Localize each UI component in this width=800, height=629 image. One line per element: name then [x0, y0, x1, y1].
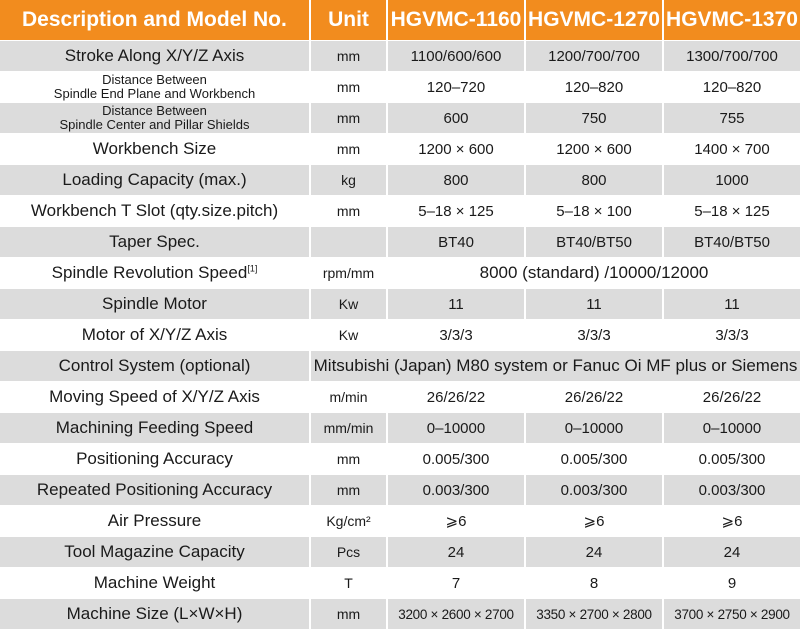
row-value: 1400 × 700 — [663, 134, 800, 165]
row-description: Spindle Motor — [0, 289, 310, 320]
row-value: ⩾6 — [387, 506, 525, 537]
table-row — [0, 289, 800, 320]
row-value: 1200 × 600 — [525, 134, 663, 165]
row-value: 800 — [387, 165, 525, 196]
header-model-1: HGVMC-1160 — [387, 0, 525, 41]
table-row — [0, 196, 800, 227]
row-value: BT40 — [387, 227, 525, 258]
row-unit: m/min — [310, 382, 387, 413]
row-unit: mm — [310, 41, 387, 72]
row-unit: Kw — [310, 320, 387, 351]
table-row — [0, 382, 800, 413]
table-row — [0, 227, 800, 258]
table-row — [0, 475, 800, 506]
header-description: Description and Model No. — [0, 0, 310, 41]
table-row — [0, 413, 800, 444]
row-description: Tool Magazine Capacity — [0, 537, 310, 568]
header-unit: Unit — [310, 0, 387, 41]
row-value: 7 — [387, 568, 525, 599]
row-value: 0.003/300 — [387, 475, 525, 506]
row-value: 1300/700/700 — [663, 41, 800, 72]
row-value: 0–10000 — [663, 413, 800, 444]
row-value: 0.005/300 — [387, 444, 525, 475]
row-value: 0.003/300 — [663, 475, 800, 506]
row-description: Loading Capacity (max.) — [0, 165, 310, 196]
row-description: Workbench Size — [0, 134, 310, 165]
table-row — [0, 134, 800, 165]
row-description: Positioning Accuracy — [0, 444, 310, 475]
row-description: Control System (optional) — [0, 351, 310, 382]
row-unit — [310, 227, 387, 258]
row-unit: Pcs — [310, 537, 387, 568]
row-value: 0–10000 — [525, 413, 663, 444]
table-row — [0, 72, 800, 103]
row-value: 750 — [525, 103, 663, 134]
table-row — [0, 41, 800, 72]
row-unit: mm — [310, 134, 387, 165]
row-description: Machine Weight — [0, 568, 310, 599]
row-value: BT40/BT50 — [525, 227, 663, 258]
row-unit: T — [310, 568, 387, 599]
row-value: 3/3/3 — [663, 320, 800, 351]
row-description — [0, 103, 310, 134]
row-value: 3/3/3 — [525, 320, 663, 351]
table-row — [0, 506, 800, 537]
row-description: Air Pressure — [0, 506, 310, 537]
row-unit: mm — [310, 196, 387, 227]
table-row — [0, 351, 800, 382]
row-description: Workbench T Slot (qty.size.pitch) — [0, 196, 310, 227]
table-row — [0, 599, 800, 629]
row-value: 0–10000 — [387, 413, 525, 444]
row-value: 11 — [663, 289, 800, 320]
row-value: 1100/600/600 — [387, 41, 525, 72]
row-unit: Kw — [310, 289, 387, 320]
row-unit: mm — [310, 103, 387, 134]
row-value: 26/26/22 — [663, 382, 800, 413]
row-description: Taper Spec. — [0, 227, 310, 258]
row-description — [0, 258, 310, 289]
row-value: 3/3/3 — [387, 320, 525, 351]
row-unit: mm — [310, 72, 387, 103]
footnote-marker: [1] — [247, 263, 257, 273]
row-value: 0.003/300 — [525, 475, 663, 506]
row-description: Machining Feeding Speed — [0, 413, 310, 444]
row-description-line: Spindle End Plane and Workbench — [0, 87, 309, 101]
row-description-line: Distance Between — [0, 104, 309, 118]
row-unit: rpm/mm — [310, 258, 387, 289]
header-model-3: HGVMC-1370 — [663, 0, 800, 41]
row-description: Motor of X/Y/Z Axis — [0, 320, 310, 351]
row-description-text: Spindle Revolution Speed — [52, 263, 248, 282]
row-value: 3350 × 2700 × 2800 — [525, 599, 663, 629]
row-unit: mm — [310, 475, 387, 506]
row-value: 26/26/22 — [387, 382, 525, 413]
row-value: 11 — [387, 289, 525, 320]
row-value: ⩾6 — [525, 506, 663, 537]
row-unit: mm — [310, 599, 387, 629]
row-value: ⩾6 — [663, 506, 800, 537]
row-description: Moving Speed of X/Y/Z Axis — [0, 382, 310, 413]
row-value: 24 — [525, 537, 663, 568]
row-value: 5–18 × 125 — [387, 196, 525, 227]
row-unit: Kg/cm² — [310, 506, 387, 537]
row-value: 0.005/300 — [663, 444, 800, 475]
row-value: 120–720 — [387, 72, 525, 103]
table-row — [0, 320, 800, 351]
row-value: 5–18 × 100 — [525, 196, 663, 227]
row-value: 24 — [663, 537, 800, 568]
row-description — [0, 72, 310, 103]
row-value: 600 — [387, 103, 525, 134]
row-value: 1200/700/700 — [525, 41, 663, 72]
row-value: 800 — [525, 165, 663, 196]
row-description: Stroke Along X/Y/Z Axis — [0, 41, 310, 72]
row-value-shared: Mitsubishi (Japan) M80 system or Fanuc Oi MF plus or Siemens — [310, 351, 800, 382]
row-description: Repeated Positioning Accuracy — [0, 475, 310, 506]
row-value: 3200 × 2600 × 2700 — [387, 599, 525, 629]
row-description: Machine Size (L×W×H) — [0, 599, 310, 629]
table-row — [0, 568, 800, 599]
row-value: 9 — [663, 568, 800, 599]
row-value: 120–820 — [663, 72, 800, 103]
row-value: 8 — [525, 568, 663, 599]
row-value: 26/26/22 — [525, 382, 663, 413]
row-value: 1200 × 600 — [387, 134, 525, 165]
row-value: 11 — [525, 289, 663, 320]
row-value: BT40/BT50 — [663, 227, 800, 258]
row-description-line: Spindle Center and Pillar Shields — [0, 118, 309, 132]
row-value: 1000 — [663, 165, 800, 196]
row-value: 0.005/300 — [525, 444, 663, 475]
row-value: 24 — [387, 537, 525, 568]
table-row — [0, 103, 800, 134]
header-row — [0, 0, 800, 41]
table-row — [0, 537, 800, 568]
header-model-2: HGVMC-1270 — [525, 0, 663, 41]
row-value: 755 — [663, 103, 800, 134]
row-value: 5–18 × 125 — [663, 196, 800, 227]
table-row — [0, 165, 800, 196]
row-unit: kg — [310, 165, 387, 196]
row-unit: mm — [310, 444, 387, 475]
table-row — [0, 444, 800, 475]
row-value: 120–820 — [525, 72, 663, 103]
row-value-shared: 8000 (standard) /10000/12000 — [387, 258, 800, 289]
table-row — [0, 258, 800, 289]
row-unit: mm/min — [310, 413, 387, 444]
row-description-line: Distance Between — [0, 73, 309, 87]
row-value: 3700 × 2750 × 2900 — [663, 599, 800, 629]
